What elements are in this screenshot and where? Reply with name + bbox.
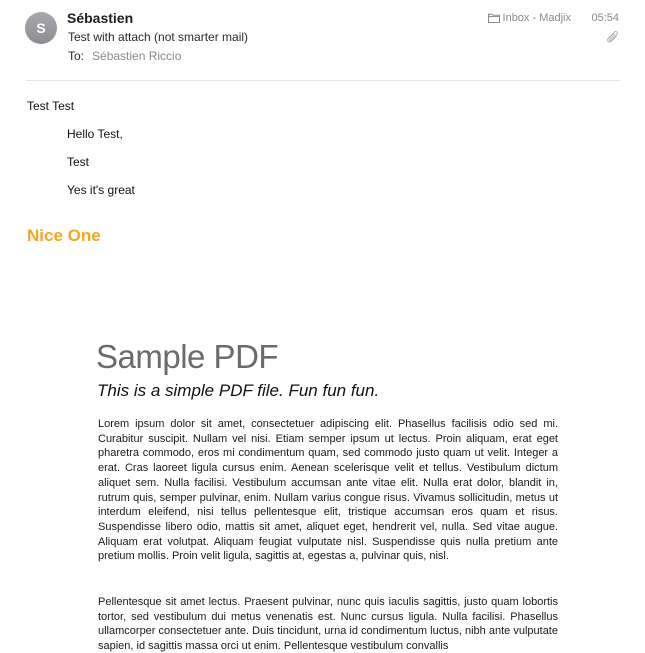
highlight-text: Nice One <box>27 226 101 245</box>
pdf-paragraph: Lorem ipsum dolor sit amet, consectetuer adipiscing elit. Phasellus facilisis odio sed mi. Curabitur suscipit. Nullam vel nisi. Etiam semper ipsum ut lectus. Proin aliquam, erat eget pharetra commodo, eros mi condimentum quam, sed commodo justo quam ut velit. Integer a erat. Cras laoreet ligula cursus enim. Aenean scelerisque velit et tellus. Vestibulum dictum aliquet sem. Nulla facilisi. Vestibulum accumsan ante vitae elit. Nulla erat dolor, blandit in, rutrum quis, semper pulvinar, enim. Nullam varius congue risus. Vivamus sollicitudin, metus ut interdum eleifend, nisi tellus pellentesque elit, tristique accumsan eros quam et risus. Suspendisse libero odio, mattis sit amet, aliquet eget, hendrerit vel, nulla. Sed vitae augue. Aliquam erat volutpat. Aliquam feugiat vulputate nisl. Suspendisse quis nulla pretium ante pretium mollis. Proin velit ligula, sagittis at, egestas a, pulvinar quis, nisl. <box>98 418 558 563</box>
body-line: Hello Test, <box>67 127 123 141</box>
avatar[interactable]: S <box>25 12 57 44</box>
header-divider <box>26 80 620 81</box>
pdf-title: Sample PDF <box>96 338 279 375</box>
recipient-name[interactable]: Sébastien Riccio <box>92 49 182 63</box>
message-time: 05:54 <box>591 12 619 24</box>
sender-name[interactable]: Sébastien <box>67 10 134 26</box>
to-label: To: <box>68 49 85 63</box>
recipient-row <box>68 49 181 63</box>
folder-icon <box>488 13 500 23</box>
paperclip-icon[interactable] <box>606 30 620 46</box>
pdf-subtitle: This is a simple PDF file. Fun fun fun. <box>97 381 380 400</box>
body-line: Test Test <box>27 99 75 113</box>
mailbox-name: Inbox - Madjix <box>502 12 571 24</box>
pdf-paragraph: Pellentesque sit amet lectus. Praesent pulvinar, nunc quis iaculis sagittis, justo quam lobortis tortor, sed vestibulum dui metus venenatis est. Nunc cursus ligula. Nulla facilisi. Phasellus ullamcorper consectetuer ante. Duis tincidunt, urna id condimentum luctus, nibh ante vulputate sapien, id sagittis massa orci ut enim. Pellentesque vestibulum convallis <box>98 596 558 653</box>
message-subject: Test with attach (not smarter mail) <box>68 30 249 44</box>
body-line: Test <box>67 155 90 169</box>
mailbox-label <box>488 12 571 24</box>
body-line: Yes it's great <box>67 183 135 197</box>
